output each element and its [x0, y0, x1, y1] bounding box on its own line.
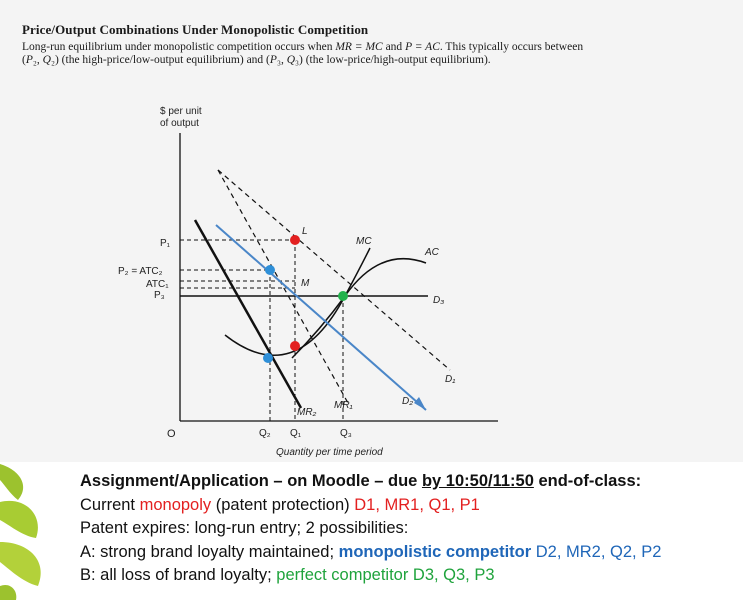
curve-mr1 [218, 170, 348, 403]
figure-title: Price/Output Combinations Under Monopolistic Competition [22, 22, 369, 37]
y-axis-label: $ per unit [160, 106, 202, 117]
curve-label-mr2: MR₂ [297, 407, 317, 418]
curve-label-ac: AC [425, 247, 439, 258]
assignment-line-3: Patent expires: long-run entry; 2 possibilities: [80, 519, 409, 537]
price-label-p3: P₃ [154, 290, 165, 301]
assignment-line-1: Assignment/Application – on Moodle – due by 10:50/11:50 end-of-class: [80, 472, 642, 490]
arrowhead-d2 [414, 397, 426, 410]
assignment-line-2: Current monopoly (patent protection) D1, MR1, Q1, P1 [80, 495, 480, 514]
curve-label-mr1: MR₁ [334, 400, 353, 411]
quantity-label-q3: Q₃ [340, 428, 352, 439]
curve-mr2 [195, 220, 301, 408]
perfect-competitor-term: perfect competitor D3, Q3, P3 [276, 566, 495, 584]
point-label-l: L [302, 226, 308, 237]
quantity-label-q1: Q₁ [290, 428, 302, 439]
point-p3-marker [338, 291, 348, 301]
price-label-p2: P₂ = ATC₂ [118, 266, 163, 277]
price-label-atc1: ATC₁ [146, 279, 169, 290]
curve-label-d1: D₁ [445, 374, 456, 385]
assignment-text [80, 470, 740, 588]
assignment-line-5: B: all loss of brand loyalty; perfect competitor D3, Q3, P3 [80, 566, 495, 584]
point-mc-mr1-marker [290, 341, 300, 351]
origin-label: O [167, 428, 176, 440]
point-mc-mr2-marker [263, 353, 273, 363]
leaf-decoration [0, 458, 70, 600]
figure-description: Long-run equilibrium under monopolistic competition occurs when MR = MC and P = AC. This typically occurs between (P₂, Q₂) (the high-price/low-output equilibrium) and (P₃, Q₃) (the low-price/high-output equilibrium). [22, 41, 584, 66]
curve-label-d3: D₃ [433, 295, 445, 306]
curve-label-d2: D₂ [402, 396, 414, 407]
y-axis-label-2: of output [160, 118, 199, 129]
assignment-line-4: A: strong brand loyalty maintained; monopolistic competitor D2, MR2, Q2, P2 [80, 542, 662, 561]
point-p2-marker [265, 265, 275, 275]
monopoly-term: monopoly [139, 495, 212, 514]
point-l-marker [290, 235, 300, 245]
curve-label-mc: MC [356, 236, 372, 247]
due-time: by 10:50/11:50 [421, 472, 534, 490]
guide-lines [180, 240, 343, 421]
monopolistic-competitor-term: monopolistic competitor [338, 542, 532, 561]
curve-ac [225, 259, 426, 356]
quantity-label-q2: Q₂ [259, 428, 271, 439]
x-axis-label: Quantity per time period [276, 447, 383, 458]
price-label-p1: P₁ [160, 238, 171, 249]
point-label-m: M [301, 278, 310, 289]
curve-d2 [216, 225, 426, 410]
